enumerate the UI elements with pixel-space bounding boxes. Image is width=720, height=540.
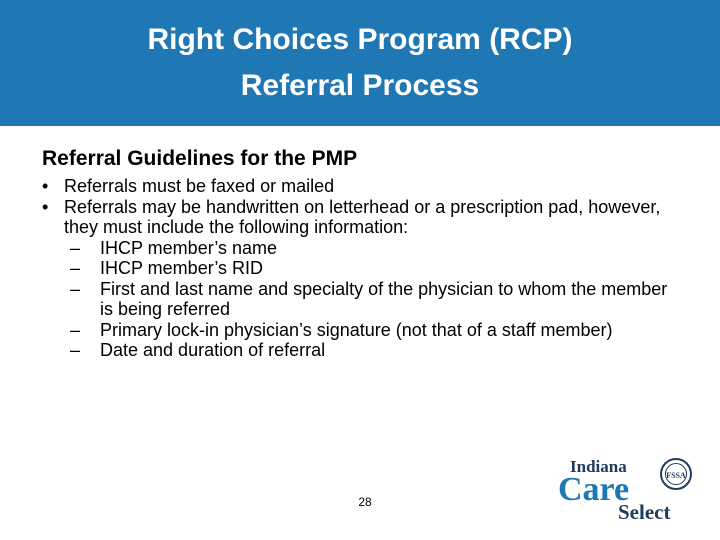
sub-bullet-item (42, 258, 682, 279)
bullet-item (42, 176, 682, 197)
dash-icon: – (70, 278, 81, 299)
bullet-dot-icon: • (42, 196, 49, 217)
dash-icon: – (70, 319, 81, 340)
slide-title-line1: Right Choices Program (RCP) (147, 23, 573, 56)
bullet-dot-icon: • (42, 176, 49, 196)
sub-bullet-text: Date and duration of referral (100, 340, 326, 360)
logo-select-text: Select (618, 500, 671, 524)
sub-bullet-text: IHCP member’s name (100, 237, 278, 258)
dash-icon: – (70, 237, 81, 258)
sub-bullet-text: First and last name and specialty of the physician to whom the member is being referred (100, 278, 668, 319)
bullet-item (42, 197, 682, 238)
logo-indiana-text: Indiana (570, 457, 627, 476)
page-number: 28 (358, 495, 372, 509)
dash-icon: – (70, 340, 81, 360)
indiana-care-select-logo (556, 452, 694, 524)
dash-icon: – (70, 258, 81, 278)
title-banner (0, 0, 720, 126)
sub-bullet-text: Primary lock-in physician’s signature (not that of a staff member) (100, 319, 613, 340)
sub-bullet-text: IHCP member’s RID (100, 258, 264, 278)
bullet-text: Referrals may be handwritten on letterhead or a prescription pad, however, they must include the following information: (64, 196, 661, 237)
bullet-text: Referrals must be faxed or mailed (64, 176, 335, 196)
slide-subtitle: Referral Guidelines for the PMP (42, 147, 358, 170)
sub-bullet-item (42, 340, 682, 361)
slide-body (42, 144, 682, 361)
sub-bullet-item (42, 238, 682, 259)
sub-bullet-item (42, 320, 682, 341)
seal-text: FSSA (666, 471, 686, 480)
sub-bullet-item (42, 279, 682, 320)
slide-title-line2: Referral Process (240, 69, 480, 102)
logo-care-text: Care (558, 471, 630, 508)
